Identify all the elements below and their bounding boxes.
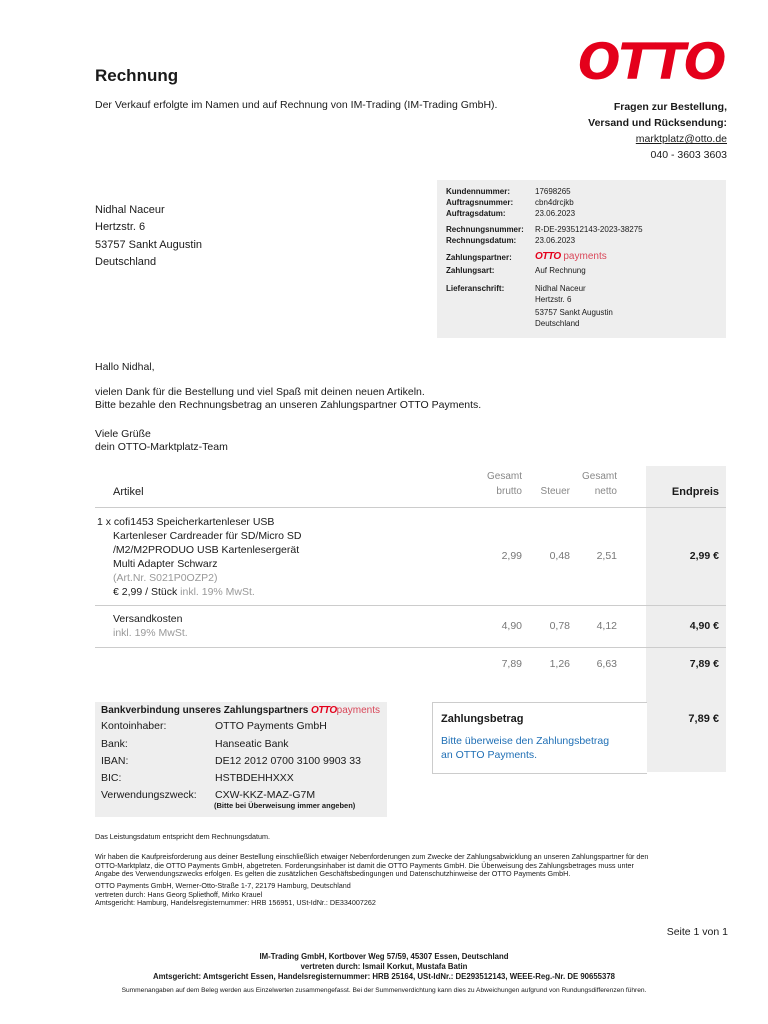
customer-street: Hertzstr. 6 [95, 220, 146, 233]
invoice-info-box [437, 180, 726, 338]
col-header-netto-line2: netto [594, 485, 617, 497]
col-header-steuer: Steuer [540, 485, 570, 497]
lieferanschrift-label: Lieferanschrift: [446, 284, 505, 293]
rounding-footnote: Summenangaben auf dem Beleg werden aus Einzelwerten zusammengefasst. Bei der Summenverdichtung kann dies zu Abweichungen aufgrund von Rundungsdifferenzen führen. [121, 987, 647, 994]
item-artnr: (Art.Nr. S021P0OZP2) [113, 572, 218, 584]
shipping-steuer: 0,78 [549, 620, 570, 632]
abtretung-line1: Wir haben die Kaufpreisforderung aus deiner Bestellung einschließlich etwaiger Nebenforderungen zum Zwecke der Zahlungsabwicklung an unseren Zahlungspartner für den [95, 852, 649, 861]
item-line2: Kartenleser Cardreader für SD/Micro SD [113, 530, 302, 542]
kontoinhaber-value: OTTO Payments GmbH [215, 720, 327, 732]
shipping-label: Versandkosten [113, 613, 183, 625]
table-row-item [97, 515, 301, 599]
zahlungsbetrag-amount: 7,89 € [688, 713, 719, 725]
table-divider [95, 605, 726, 606]
bank-logo-otto: OTTO [311, 705, 337, 716]
total-netto: 6,63 [596, 658, 617, 670]
zahlungsbetrag-box [432, 702, 647, 774]
col-header-netto [567, 470, 617, 499]
company-line2: vertreten durch: Hans Georg Spliethoff, Mirko Krauel [95, 889, 263, 899]
item-unit-price-line [97, 585, 301, 599]
iban-label: IBAN: [101, 755, 129, 767]
verwendungszweck-hint: (Bitte bei Überweisung immer angeben) [214, 801, 356, 810]
col-header-netto-line1: Gesamt [581, 471, 617, 482]
zahlungsart-label: Zahlungsart: [446, 266, 495, 275]
zahlungsbetrag-hint-line1: Bitte überweise den Zahlungsbetrag [441, 735, 610, 747]
liefer-city: 53757 Sankt Augustin [535, 308, 613, 317]
kontoinhaber-label: Kontoinhaber: [101, 720, 167, 732]
liefer-street: Hertzstr. 6 [535, 295, 572, 304]
auftragsdatum-value: 23.06.2023 [535, 209, 576, 218]
total-steuer: 1,26 [549, 658, 570, 670]
page-title: Rechnung [95, 66, 179, 85]
iban-value: DE12 2012 0700 3100 9903 33 [215, 755, 361, 767]
auftragsdatum-label: Auftragsdatum: [446, 209, 506, 218]
otto-payments-logo-otto: OTTO [535, 251, 561, 262]
customer-city: 53757 Sankt Augustin [95, 239, 203, 251]
otto-payments-logo-payments: payments [563, 251, 607, 262]
footer-line2: vertreten durch: Ismail Korkut, Mustafa Batin [300, 961, 468, 971]
item-unit-tax: inkl. 19% MwSt. [180, 586, 255, 598]
bank-title: Bankverbindung unseres Zahlungspartners [101, 705, 309, 716]
col-header-brutto-line1: Gesamt [486, 471, 522, 482]
bank-details-box [95, 702, 387, 817]
item-unit-price: € 2,99 / Stück [113, 586, 178, 598]
company-line1: OTTO Payments GmbH, Werner-Otto-Straße 1-7, 22179 Hamburg, Deutschland [95, 881, 351, 890]
company-line3: Amtsgericht: Hamburg, Handelsregisternummer: HRB 156951, USt-IdNr.: DE334007262 [95, 898, 376, 908]
letter-line2: Bitte bezahle den Rechnungsbetrag an unseren Zahlungspartner OTTO Payments. [95, 399, 482, 411]
contact-line1: Fragen zur Bestellung, [613, 101, 727, 113]
item-steuer: 0,48 [549, 550, 570, 562]
customer-country: Deutschland [95, 255, 157, 268]
intro-text: Der Verkauf erfolgte im Namen und auf Rechnung von IM-Trading (IM-Trading GmbH). [95, 99, 498, 111]
item-line1: 1 x cofi1453 Speicherkartenleser USB [97, 516, 275, 528]
item-endpreis: 2,99 € [689, 550, 719, 562]
bank-label: Bank: [101, 738, 128, 750]
bic-label: BIC: [101, 772, 122, 784]
footer-line3: Amtsgericht: Amtsgericht Essen, Handelsregisternummer: HRB 25164, USt-IdNr.: DE293512143, WEEE-Reg.-Nr. DE 90655378 [152, 971, 616, 981]
bank-title-line [101, 705, 380, 716]
kundennummer-value: 17698265 [535, 187, 571, 196]
zahlungsbetrag-title: Zahlungsbetrag [441, 713, 524, 725]
abtretung-note [95, 853, 725, 879]
leistungsdatum-note: Das Leistungsdatum entspricht dem Rechnungsdatum. [95, 832, 270, 841]
table-divider [95, 507, 726, 508]
greeting: Hallo Nidhal, [95, 361, 155, 373]
closing-line1: Viele Grüße [95, 427, 151, 440]
zahlungsbetrag-hint-line2: an OTTO Payments. [441, 749, 538, 761]
bic-value: HSTBDEHHXXX [215, 772, 294, 784]
customer-name: Nidhal Naceur [95, 204, 165, 216]
auftragsnummer-label: Auftragsnummer: [446, 198, 514, 207]
rechnungsnummer-label: Rechnungsnummer: [446, 225, 524, 234]
shipping-netto: 4,12 [596, 620, 617, 632]
verwendungszweck-label: Verwendungszweck: [101, 789, 197, 801]
contact-line2: Versand und Rücksendung: [588, 117, 727, 129]
col-header-endpreis: Endpreis [671, 486, 719, 498]
rechnungsdatum-value: 23.06.2023 [535, 236, 576, 245]
contact-email-link[interactable]: marktplatz@otto.de [635, 133, 727, 145]
zahlungsbetrag-hint [441, 734, 641, 762]
shipping-brutto: 4,90 [501, 620, 522, 632]
letter-line1: vielen Dank für die Bestellung und viel Spaß mit deinen neuen Artikeln. [95, 385, 425, 398]
auftragsnummer-value: cbn4drcjkb [535, 198, 574, 207]
contact-block [588, 99, 727, 163]
contact-phone: 040 - 3603 3603 [650, 149, 727, 161]
rechnungsdatum-label: Rechnungsdatum: [446, 236, 517, 245]
col-header-artikel: Artikel [113, 486, 144, 498]
total-endpreis: 7,89 € [689, 658, 719, 670]
bank-logo-payments: payments [336, 705, 380, 716]
liefer-name: Nidhal Naceur [535, 284, 586, 293]
abtretung-line3: Angabe des Verwendungszwecks erfolgen. Es gelten die zusätzlichen Geschäftsbedingungen und Datenschutzhinweise der OTTO Payments GmbH. [95, 869, 571, 879]
seller-footer [0, 952, 768, 981]
shipping-endpreis: 4,90 € [689, 620, 719, 632]
letter-text [95, 361, 481, 455]
item-line4: Multi Adapter Schwarz [113, 558, 218, 570]
kundennummer-label: Kundennummer: [446, 187, 510, 196]
page-number: Seite 1 von 1 [666, 926, 728, 938]
closing-line2: dein OTTO-Marktplatz-Team [95, 441, 228, 453]
bank-value: Hanseatic Bank [215, 738, 289, 750]
otto-payments-company-info [95, 882, 725, 908]
liefer-country: Deutschland [535, 319, 580, 328]
item-netto: 2,51 [596, 550, 617, 562]
table-row-shipping [113, 612, 188, 640]
item-line3: /M2/M2PRODUO USB Kartenlesergerät [113, 544, 300, 556]
zahlungspartner-label: Zahlungspartner: [446, 253, 512, 262]
rechnungsnummer-value: R-DE-293512143-2023-38275 [535, 225, 643, 234]
endpreis-column-bg [646, 466, 726, 772]
otto-payments-logo [535, 252, 607, 263]
otto-logo: OTTO [578, 33, 725, 91]
col-header-brutto-line2: brutto [496, 485, 522, 497]
verwendungszweck-value: CXW-KKZ-MAZ-G7M [215, 789, 316, 801]
customer-address [95, 202, 202, 270]
table-divider [95, 647, 726, 648]
abtretung-line2: OTTO-Marktplatz, die OTTO Payments GmbH, abgetreten. Forderungsinhaber ist damit die OTTO Payments GmbH. Die Überweisung des Zahlungsbetrages muss unter [95, 860, 634, 870]
item-brutto: 2,99 [501, 550, 522, 562]
col-header-brutto [470, 470, 522, 499]
footer-line1: IM-Trading GmbH, Kortbover Weg 57/59, 45307 Essen, Deutschland [259, 952, 509, 961]
total-brutto: 7,89 [501, 658, 522, 670]
shipping-tax: inkl. 19% MwSt. [113, 627, 188, 639]
zahlungsart-value: Auf Rechnung [535, 266, 586, 275]
